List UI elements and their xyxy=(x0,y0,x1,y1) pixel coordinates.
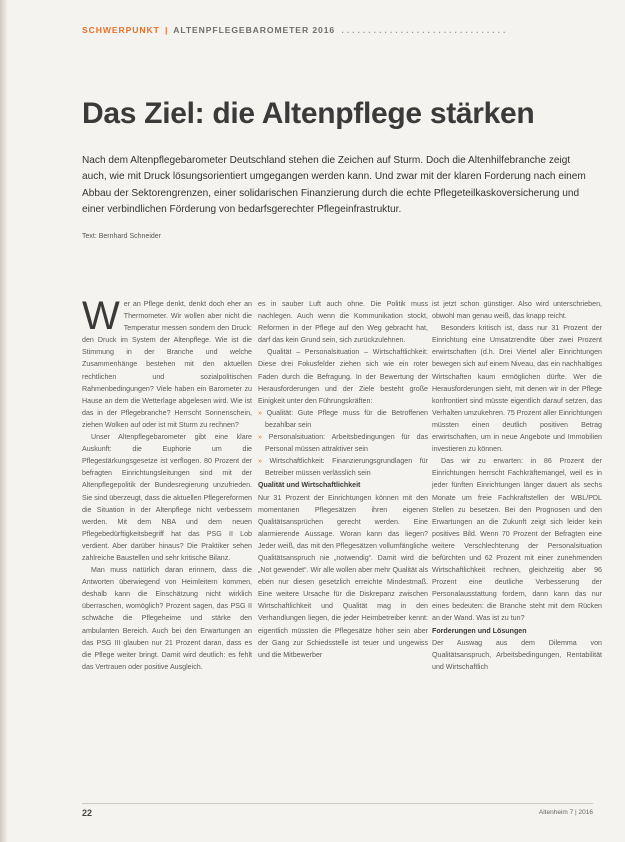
paragraph: Unser Altenpflegebarometer gibt eine klare Auskunft: die Euphorie um die Pflegestärkungsgesetze ist verflogen. 80 Prozent der befragten Einrichtungsleitungen sind mit der Altenpflegepolitik der Bundesregierung unzufrieden. Sie sind überzeugt, dass die aktuellen Pflegereformen die Situation in der Altenpflege nicht verbessern werden. Mit dem NBA und dem neuen Pflegebedürftigkeitsbegriff hat das PSG II Lob verdient. Aber darüber hinaus? Die Praktiker sehen zahlreiche Baustellen und sehr kritische Bilanz. xyxy=(82,433,252,562)
subheading: Qualität und Wirtschaftlichkeit xyxy=(258,481,361,490)
scan-edge-shadow xyxy=(0,0,8,842)
section-rubric xyxy=(82,25,508,35)
subheading: Forderungen und Lösungen xyxy=(432,626,527,635)
paragraph: Man muss natürlich daran erinnern, dass die Antworten überwiegend von Heimleitern kommen, deshalb kann die Einschätzung nicht wirklich überraschen, womöglich? Prozent sagen, das PSG II schwäche die Pflegeheime und stärke den ambulanten Bereich. Auch bei den Erwartungen an das PSG III glauben nur 21 Prozent daran, dass es die Pflege weiter bringt. Damit wird deutlich: es fehlt das Vertrauen oder positive Ausgleich. xyxy=(82,566,252,671)
paragraph: ist jetzt schon günstiger. Also wird unterschrieben, obwohl man genau weiß, das knapp reicht. xyxy=(432,300,602,321)
paragraph: Der Auswag aus dem Dilemma von Qualitätsanspruch, Arbeitsbedingungen, Rentabilität und Wirtschaftlich xyxy=(432,638,602,671)
paragraph: Besonders kritisch ist, dass nur 31 Prozent der Einrichtung eine Umsatzrendite über zwei Prozent erwirtschaften (d.h. Drei Viertel aller Einrichtungen bewegen sich auf einem Niveau, das ein nachhaltiges Wirtschaften kaum ermöglichen dürfte. Wer die Herausforderungen sieht, mit denen wir in der Pflege konfrontiert sind müsste eigentlich darauf setzen, das Verhalten umzukehren. 75 Prozent aller Einrichtungen müssten einen deutlich positiven Betrag erwirtschaften, um in neue Angebote und Immobilien investieren zu können. xyxy=(432,324,602,454)
body-column-3 xyxy=(432,298,602,673)
rubric-section: ALTENPFLEGEBAROMETER 2016 xyxy=(173,25,336,35)
focus-list xyxy=(258,407,428,480)
rubric-separator: | xyxy=(165,25,169,35)
paragraph: er an Pflege denkt, denkt doch eher an Thermometer. Wir wollen aber nicht die Temperatur messen sondern den Druck: den Druck im System der Altenpflege. Wie ist die Stimmung in der Branche und welche Zusammenhänge bestehen mit den aktuellen rechtlichen und sozialpolitischen Rahmenbedingungen? Viele haben ein Barometer zu Hause an dem die Wetterlage abgelesen wird. Wie ist das in der Pflegebranche? Herrscht Sonnenschein, ziehen Wolken auf oder ist mit Sturm zu rechnen? xyxy=(82,300,252,429)
article-byline: Text: Bernhard Schneider xyxy=(82,233,161,240)
list-item: » Qualität: Gute Pflege muss für die Betroffenen bezahlbar sein xyxy=(258,407,428,431)
list-item: » Personalsituation: Arbeitsbedingungen für das Personal müssen attraktiver sein xyxy=(258,431,428,455)
page-number: 22 xyxy=(82,808,93,818)
body-column-1 xyxy=(82,294,252,673)
body-column-2 xyxy=(258,298,428,661)
article-lead: Nach dem Altenpflegebarometer Deutschland stehen die Zeichen auf Sturm. Doch die Altenhilfebranche zeigt auch, wie mit Druck lösungsorientiert umgegangen werden kann. Und zwar mit der klaren Forderung nach einem Abbau der Sektorengrenzen, einer solidarischen Finanzierung durch die echte Pflegeteilkaskoversicherung und einer verbindlichen Förderung von bedarfsgerechter Pflegeinfrastruktur. xyxy=(82,155,586,216)
list-item: » Wirtschaftlichkeit: Finanzierungsgrundlagen für Betreiber müssen verlässlich sein xyxy=(258,455,428,479)
article-headline: Das Ziel: die Altenpflege stärken xyxy=(82,97,535,130)
drop-cap: W xyxy=(82,294,120,338)
publication-footer: Altenheim 7 | 2016 xyxy=(538,809,593,816)
footer-rule xyxy=(82,803,593,804)
paragraph: Das wir zu erwarten: in 86 Prozent der Einrichtungen herrscht Fachkräftemangel, weil es in jeder fünften Einrichtungen länger dauert als sechs Monate um freie Fachkraftstellen der WBL/PDL Stellen zu besetzen. Bei den Prognosen und den Erwartungen an die Zukunft zeigt sich leider kein positives Bild. Wenn 70 Prozent der Befragten eine weitere Verschlechterung der Personalsituation befürchten und 62 Prozent mit einer zunehmenden Wirtschaftlichkeit rechnen, gleichzeitig aber 96 Prozent eine deutliche Verbesserung der Personalausstattung fordern, dann kann das nur eines bedeuten: die Branche steht mit dem Rücken an der Wand. Was ist zu tun? xyxy=(432,457,602,623)
paragraph: Nur 31 Prozent der Einrichtungen können mit den momentanen Pflegesätzen ihren eigenen Qualitätsansprüchen gerecht werden. Eine alarmierende Aussage. Woran kann das liegen? Jeder weiß, das mit den Pflegesätzen vollumfängliche Qualitätsanspruch nie „notwendig“. Damit wird die „Not gewendet“. Wir alle wollen aber mehr Qualität als eben nur diesen gesetzlich erreichte Mindestmaß. Eine weitere Ursache für die Diskrepanz zwischen Wirtschaftlichkeit und Qualität mag in den Verhandlungen liegen, die jeder Heimbetreiber kennt: eigentlich müssten die Pflegesätze höher sein aber der Gang zur Schiedsstelle ist teuer und ungewiss und die Mitbewerber xyxy=(258,493,428,659)
paragraph: es in sauber Luft auch ohne. Die Politik muss nachlegen. Auch wenn die Kommunikation stockt, Reformen in der Pflege auf den Weg gebracht hat, darf das kein Grund sein, sich zurückzulehnen. xyxy=(258,300,428,345)
paragraph: Qualität – Personalsituation – Wirtschaftlichkeit: Diese drei Fokusfelder ziehen sich wie ein roter Faden durch die Befragung. In der Bewertung der Herausforderungen und der Ziele besteht große Einigkeit unter den Führungskräften: xyxy=(258,348,428,405)
rubric-kicker: SCHWERPUNKT xyxy=(82,25,160,35)
rubric-dots: ............................... xyxy=(341,25,509,35)
